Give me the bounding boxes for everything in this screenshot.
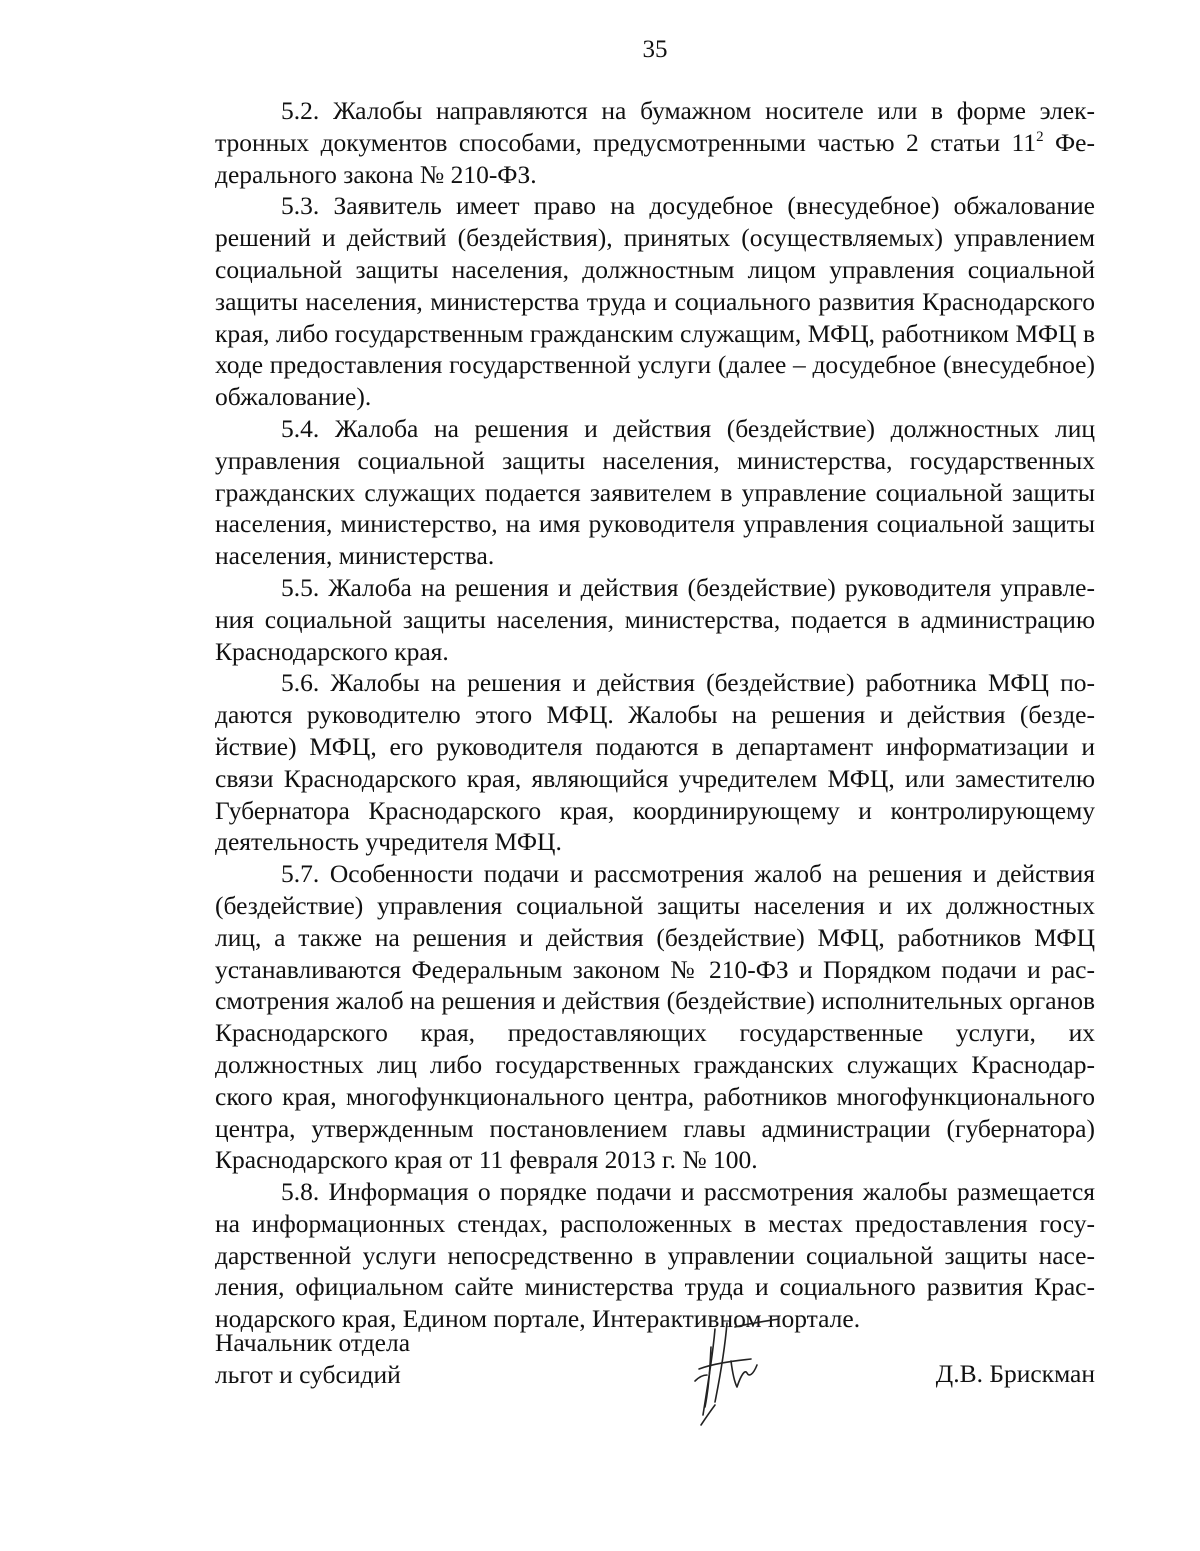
paragraph-5-7: 5.7. Особенности подачи и рассмотрения жалоб на решения и действия (бездействие) управления социальной защиты населения и их должностных лиц, а также на решения и действия (бездействие) МФЦ, работников МФЦ устанавливаются Федеральным законом № 210-ФЗ и Порядком подачи и рассмотрения жалоб на решения и действия (бездействие) исполнительных органов Краснодарского края, предоставляющих государственные услуги, их должностных лиц либо государственных гражданских служащих Краснодарского края, многофункционального центра, работников многофункционального центра, утвержденным постановлением главы администрации (губернатора) Краснодарского края от 11 февраля 2013 г. № 100. [215,859,1095,1175]
page-number: 35 [642,36,668,63]
paragraph-5-2-text-end: Федерального закона № 210-ФЗ. [215,127,1095,189]
paragraph-5-5: 5.5. Жалоба на решения и действия (бездействие) руководителя управления социальной защиты населения, министерства, подается в администрацию Краснодарского края. [215,572,1095,666]
handwritten-signature-icon [675,1317,785,1427]
paragraph-5-2-text: 5.2. Жалобы направляются на бумажном носителе или в форме электронных документов способами, предусмотренными частью 2 статьи 11 [215,96,1095,157]
signatory-position [215,1327,410,1391]
paragraph-5-2 [215,95,1095,190]
signatory-position-line-2: льгот и субсидий [215,1359,401,1389]
paragraph-5-4: 5.4. Жалоба на решения и действия (бездействие) должностных лиц управления социальной защиты населения, министерства, государственных гражданских служащих подается заявителем в управление социальной защиты населения, министерство, на имя руководителя управления социальной защиты населения, министерства. [215,413,1095,571]
signatory-position-line-1: Начальник отдела [215,1328,411,1357]
signature-block [215,1327,1095,1447]
paragraph-5-8: 5.8. Информация о порядке подачи и рассмотрения жалобы размещается на информационных стендах, расположенных в местах предоставления государственной услуги непосредственно в управлении социальной защиты населения, официальном сайте министерства труда и социального развития Краснодарского края, Едином портале, Интерактивном портале. [215,1177,1095,1334]
paragraph-5-6: 5.6. Жалобы на решения и действия (бездействие) работника МФЦ подаются руководителю этого МФЦ. Жалобы на решения и действия (бездействие) МФЦ, его руководителя подаются в департамент информатизации и связи Краснодарского края, являющийся учредителем МФЦ, или заместителю Губернатора Краснодарского края, координирующему и контролирующему деятельность учредителя МФЦ. [215,668,1095,857]
superscript: 2 [1036,128,1044,145]
paragraph-5-3: 5.3. Заявитель имеет право на досудебное (внесудебное) обжалование решений и действий (бездействия), принятых (осуществляемых) управлением социальной защиты населения, должностным лицом управления социальной защиты населения, министерства труда и социального развития Краснодарского края, либо государственным гражданским служащим, МФЦ, работником МФЦ в ходе предоставления государственной услуги (далее – досудебное (внесудебное) обжалование). [215,191,1095,412]
signatory-name: Д.В. Брискман [935,1359,1095,1388]
document-body [215,95,1095,1335]
